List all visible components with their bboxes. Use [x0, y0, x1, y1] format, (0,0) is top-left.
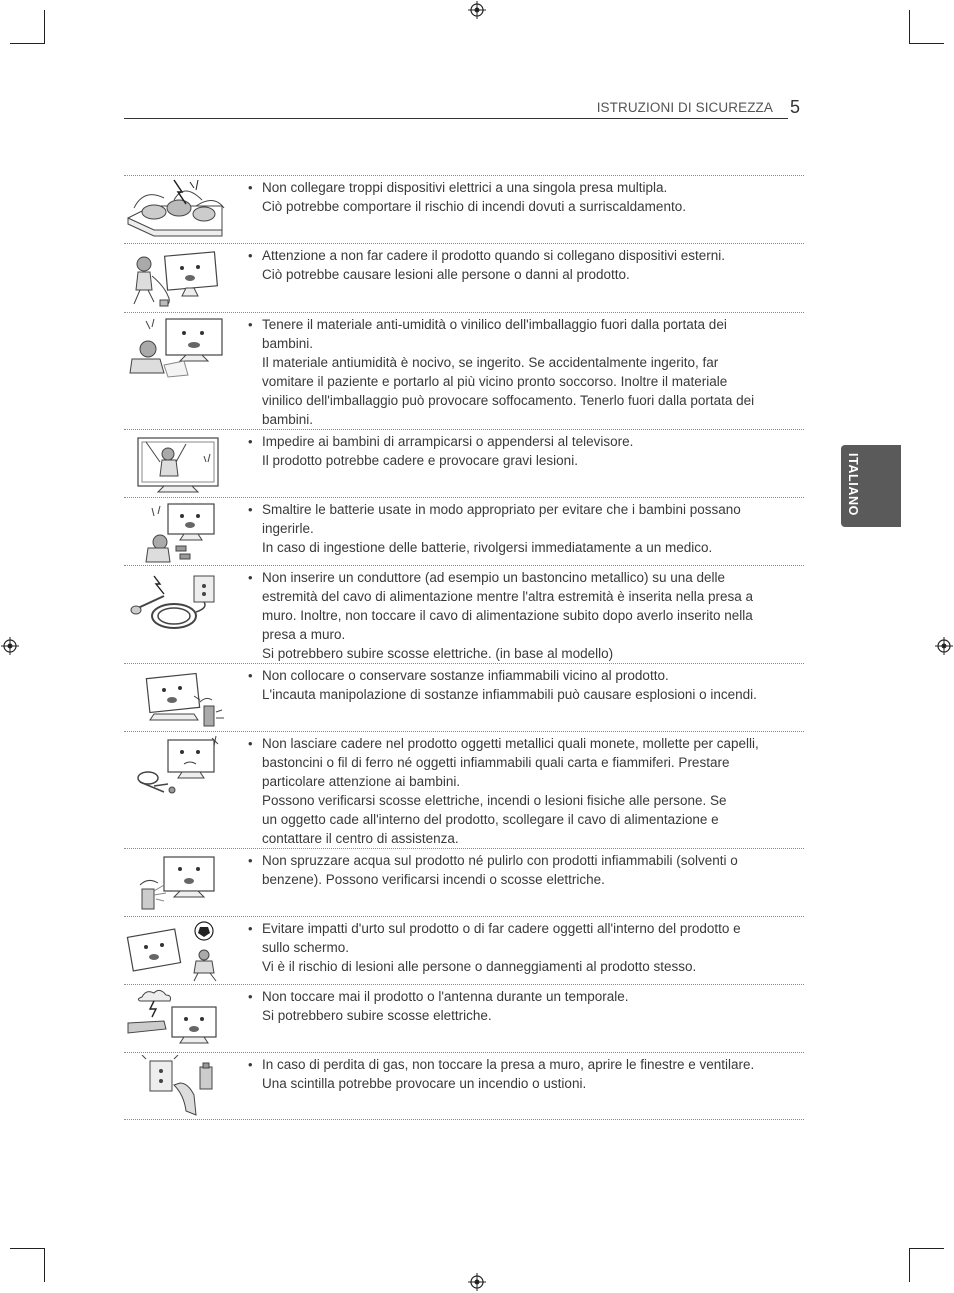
instruction-text — [248, 1055, 802, 1093]
instruction-text — [248, 246, 802, 284]
instruction-line: Non inserire un conduttore (ad esempio un bastoncino metallico) su una delle — [262, 570, 726, 585]
list-item — [124, 1052, 804, 1120]
header-divider — [124, 118, 788, 119]
registration-mark-icon — [468, 1273, 486, 1291]
instruction-line: Il materiale antiumidità è nocivo, se ingerito. Se accidentalmente ingerito, far — [262, 355, 719, 370]
instruction-line: Non lasciare cadere nel prodotto oggetti metallici quali monete, mollette per capelli, — [262, 736, 759, 751]
crop-mark — [44, 1248, 45, 1282]
list-item — [124, 429, 804, 497]
registration-mark-icon — [1, 637, 19, 655]
tv-pulled-by-child-icon — [124, 246, 228, 310]
instruction-line: Smaltire le batterie usate in modo appropriato per evitare che i bambini possano — [262, 502, 741, 517]
instruction-line: estremità del cavo di alimentazione mentre l'altra estremità è inserita nella presa a — [262, 589, 754, 604]
instruction-line: sullo schermo. — [262, 940, 350, 955]
instruction-line: bambini. — [262, 412, 314, 427]
bullet-icon: • — [248, 989, 253, 1004]
instruction-line: bambini. — [262, 336, 314, 351]
instruction-line: Non collegare troppi dispositivi elettrici a una singola presa multipla. — [262, 180, 668, 195]
bullet-icon: • — [248, 921, 253, 936]
instruction-line: Ciò potrebbe causare lesioni alle persone o danni al prodotto. — [262, 267, 630, 282]
crop-mark — [910, 1248, 944, 1249]
instruction-text — [248, 987, 802, 1025]
list-item — [124, 175, 804, 243]
metal-rod-outlet-icon — [124, 568, 228, 632]
child-packaging-icon — [124, 315, 228, 379]
instruction-line: In caso di perdita di gas, non toccare la presa a muro, aprire le finestre e ventilare. — [262, 1057, 755, 1072]
crop-mark — [910, 43, 944, 44]
bullet-icon: • — [248, 736, 253, 751]
bullet-icon: • — [248, 668, 253, 683]
crop-mark — [10, 43, 44, 44]
water-spray-tv-icon — [124, 851, 228, 915]
instruction-line: ingerirle. — [262, 521, 314, 536]
list-item — [124, 565, 804, 663]
crop-mark — [44, 10, 45, 44]
instruction-line: muro. Inoltre, non toccare il cavo di alimentazione subito dopo averlo inserito nella — [262, 608, 753, 623]
instruction-line: vinilico dell'imballaggio può provocare soffocamento. Tenerlo fuori dalla portata dei — [262, 393, 755, 408]
instruction-text — [248, 666, 802, 704]
language-tab — [841, 445, 901, 527]
bullet-icon: • — [248, 570, 253, 585]
instruction-line: un oggetto cade all'interno del prodotto, scollegare il cavo di alimentazione e — [262, 812, 719, 827]
registration-mark-icon — [935, 637, 953, 655]
instruction-line: particolare attenzione ai bambini. — [262, 774, 461, 789]
gas-leak-outlet-icon — [124, 1055, 228, 1119]
language-tab-label: ITALIANO — [846, 453, 860, 516]
list-item — [124, 497, 804, 565]
crop-mark — [909, 1248, 910, 1282]
instruction-text — [248, 432, 802, 470]
safety-instructions-list — [124, 175, 804, 1120]
crop-mark — [909, 10, 910, 44]
thunderstorm-tv-icon — [124, 987, 228, 1051]
instruction-line: Non toccare mai il prodotto o l'antenna durante un temporale. — [262, 989, 629, 1004]
instruction-line: presa a muro. — [262, 627, 346, 642]
instruction-line: contattare il centro di assistenza. — [262, 831, 459, 846]
instruction-line: Evitare impatti d'urto sul prodotto o di far cadere oggetti all'interno del prodotto e — [262, 921, 741, 936]
list-item — [124, 663, 804, 731]
list-item — [124, 984, 804, 1052]
child-climbing-tv-icon — [124, 432, 228, 496]
instruction-line: Attenzione a non far cadere il prodotto quando si collegano dispositivi esterni. — [262, 248, 726, 263]
instruction-text — [248, 851, 802, 889]
instruction-text — [248, 500, 802, 557]
instruction-text — [248, 315, 802, 429]
bullet-icon: • — [248, 248, 253, 263]
instruction-line: Ciò potrebbe comportare il rischio di incendi dovuti a surriscaldamento. — [262, 199, 686, 214]
metal-objects-tv-icon — [124, 734, 228, 798]
ball-impact-tv-icon — [124, 919, 228, 983]
instruction-line: Non spruzzare acqua sul prodotto né pulirlo con prodotti infiammabili (solventi o — [262, 853, 738, 868]
list-item — [124, 731, 804, 848]
instruction-text — [248, 734, 802, 848]
instruction-line: Impedire ai bambini di arrampicarsi o appendersi al televisore. — [262, 434, 634, 449]
page-number: 5 — [790, 97, 801, 117]
instruction-line: benzene). Possono verificarsi incendi o scosse elettriche. — [262, 872, 605, 887]
instruction-line: Tenere il materiale anti-umidità o vinilico dell'imballaggio fuori dalla portata dei — [262, 317, 727, 332]
bullet-icon: • — [248, 434, 253, 449]
instruction-line: Il prodotto potrebbe cadere e provocare gravi lesioni. — [262, 453, 578, 468]
list-item — [124, 312, 804, 429]
instruction-line: Vi è il rischio di lesioni alle persone o danneggiamenti al prodotto stesso. — [262, 959, 697, 974]
instruction-line: Una scintilla potrebbe provocare un incendio o ustioni. — [262, 1076, 587, 1091]
bullet-icon: • — [248, 853, 253, 868]
instruction-text — [248, 568, 802, 663]
flammable-spray-icon — [124, 666, 228, 730]
bullet-icon: • — [248, 502, 253, 517]
bullet-icon: • — [248, 1057, 253, 1072]
crop-mark — [10, 1248, 44, 1249]
instruction-line: Possono verificarsi scosse elettriche, incendi o lesioni fisiche alle persone. Se — [262, 793, 727, 808]
instruction-text — [248, 919, 802, 976]
instruction-line: vomitare il paziente e portarlo al più vicino pronto soccorso. Inoltre il materiale — [262, 374, 728, 389]
instruction-text — [248, 178, 802, 216]
child-battery-icon — [124, 500, 228, 564]
instruction-line: bastoncini o fil di ferro né oggetti infiammabili quali carta e fiammiferi. Prestare — [262, 755, 730, 770]
instruction-line: L'incauta manipolazione di sostanze infiammabili può causare esplosioni o incendi. — [262, 687, 757, 702]
instruction-line: Non collocare o conservare sostanze infiammabili vicino al prodotto. — [262, 668, 669, 683]
instruction-line: In caso di ingestione delle batterie, rivolgersi immediatamente a un medico. — [262, 540, 713, 555]
instruction-line: Si potrebbero subire scosse elettriche. (in base al modello) — [262, 646, 614, 661]
power-strip-overload-icon — [124, 178, 228, 242]
list-item — [124, 848, 804, 916]
bullet-icon: • — [248, 180, 253, 195]
list-item — [124, 243, 804, 312]
registration-mark-icon — [468, 1, 486, 19]
bullet-icon: • — [248, 317, 253, 332]
list-item — [124, 916, 804, 984]
section-title: ISTRUZIONI DI SICUREZZA — [596, 100, 773, 115]
instruction-line: Si potrebbero subire scosse elettriche. — [262, 1008, 492, 1023]
